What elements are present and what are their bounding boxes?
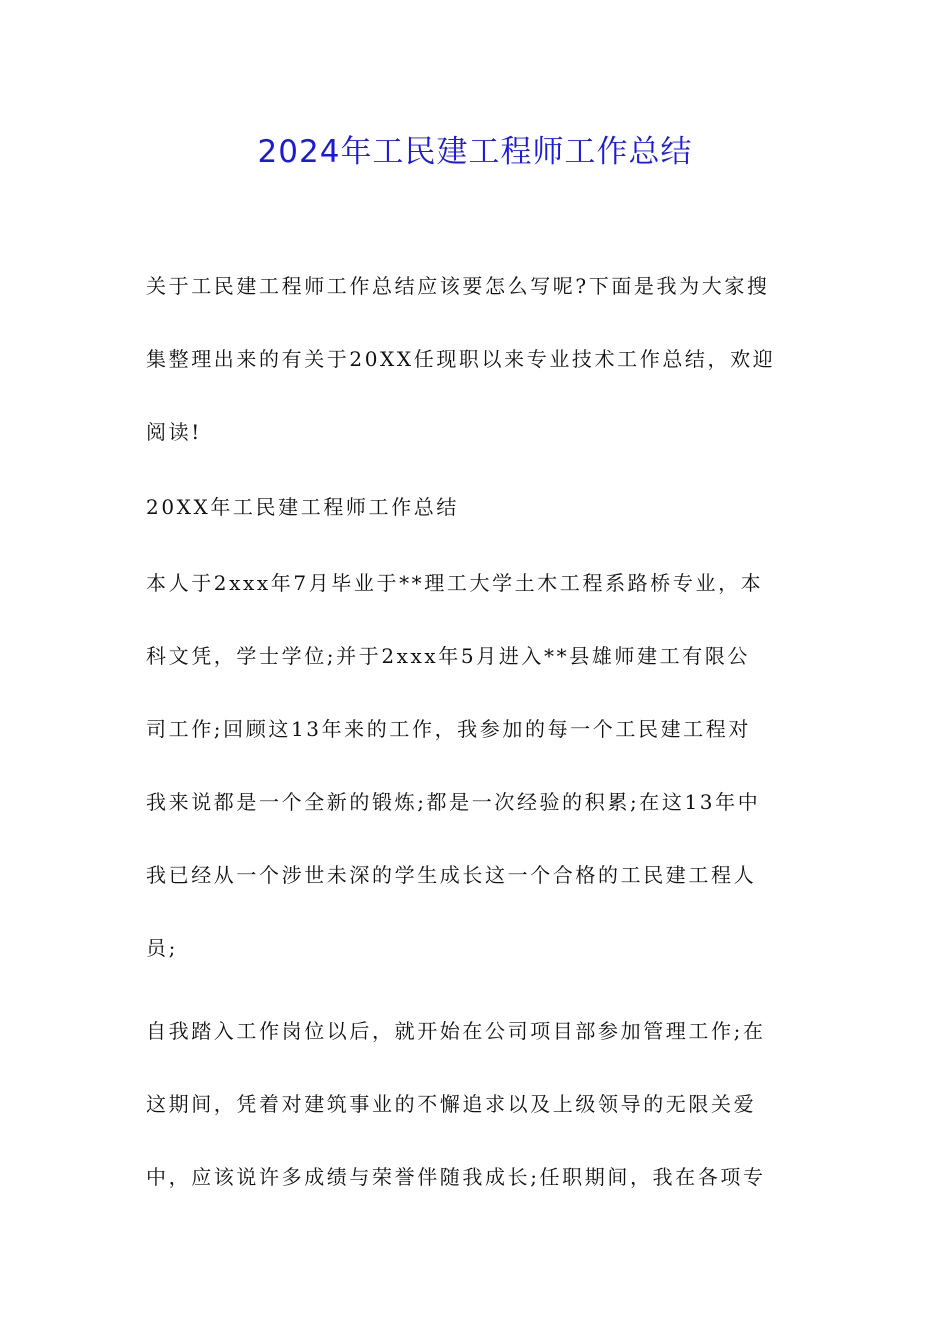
paragraph-line: 科文凭，学士学位;并于2xxx年5月进入**县雄师建工有限公 [146,644,751,668]
paragraph-line: 这期间，凭着对建筑事业的不懈追求以及上级领导的无限关爱 [146,1092,757,1116]
paragraph-line: 中，应该说许多成绩与荣誉伴随我成长;任职期间，我在各项专 [146,1165,766,1189]
paragraph-line: 司工作;回顾这13年来的工作，我参加的每一个工民建工程对 [146,717,751,741]
intro-line: 关于工民建工程师工作总结应该要怎么写呢?下面是我为大家搜 [146,274,770,298]
paragraph-line: 自我踏入工作岗位以后，就开始在公司项目部参加管理工作;在 [146,1019,766,1043]
section-heading-text: 20XX年工民建工程师工作总结 [146,495,459,519]
paragraph-line: 我来说都是一个全新的锻炼;都是一次经验的积累;在这13年中 [146,790,761,814]
intro-line: 阅读! [146,420,202,444]
paragraph-line: 我已经从一个涉世未深的学生成长这一个合格的工民建工程人 [146,863,757,887]
body-paragraph-2 [146,995,808,1214]
paragraph-line: 员; [146,936,178,960]
document-title: 2024年工民建工程师工作总结 [257,134,693,170]
paragraph-line: 本人于2xxx年7月毕业于**理工大学土木工程系路桥专业，本 [146,571,764,595]
intro-paragraph [146,250,808,469]
section-heading [146,471,808,544]
body-paragraph-1 [146,547,808,985]
intro-line: 集整理出来的有关于20XX任现职以来专业技术工作总结，欢迎 [146,347,776,371]
